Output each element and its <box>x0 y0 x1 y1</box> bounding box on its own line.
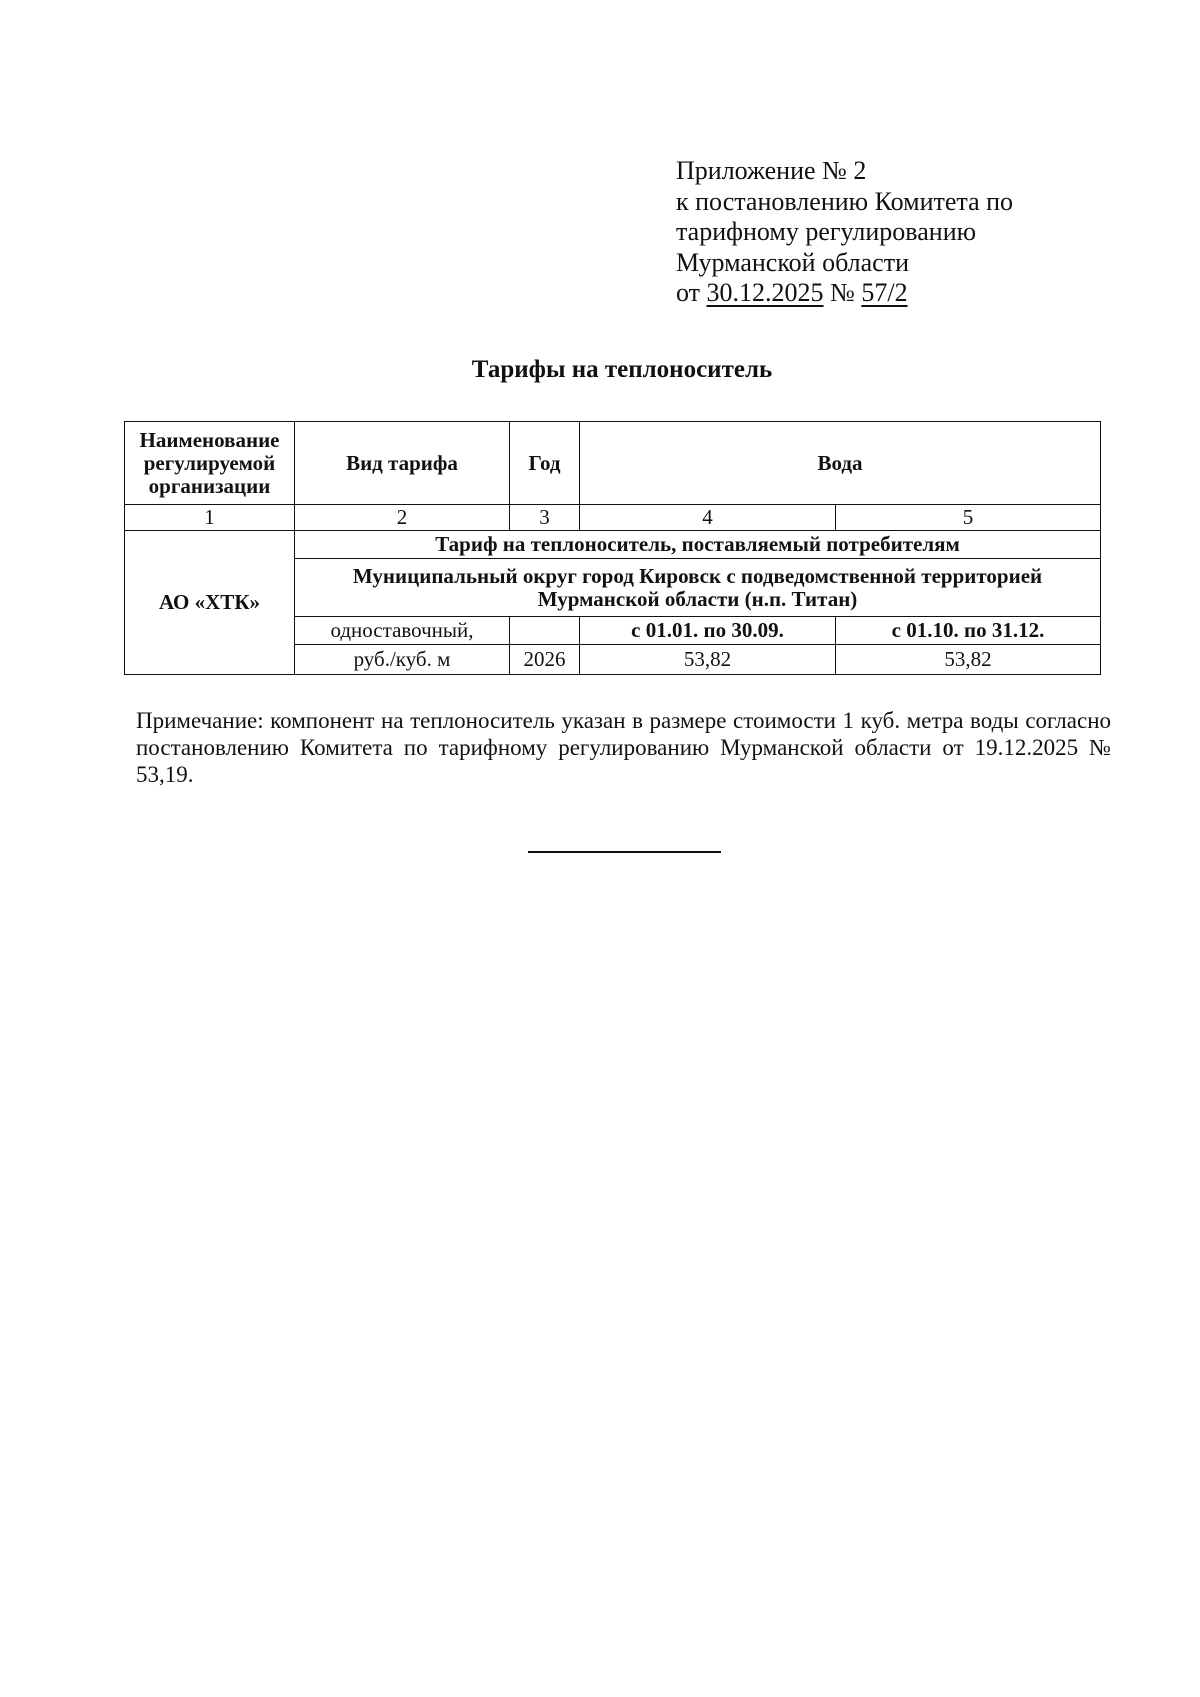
column-number: 4 <box>580 505 836 531</box>
column-number: 3 <box>510 505 580 531</box>
appendix-date-line <box>676 278 1013 309</box>
year-empty-cell <box>510 617 580 645</box>
column-number: 1 <box>125 505 295 531</box>
year-value: 2026 <box>510 645 580 675</box>
appendix-line-1: Приложение № 2 <box>676 156 867 185</box>
tariff-type-line-1: одноставочный, <box>295 617 510 645</box>
end-divider <box>528 851 721 853</box>
organization-name: АО «ХТК» <box>125 531 295 675</box>
tariff-value-1: 53,82 <box>580 645 836 675</box>
number-prefix: № <box>823 278 862 307</box>
tariff-type-line-2: руб./куб. м <box>295 645 510 675</box>
header-water: Вода <box>580 422 1101 505</box>
column-number-row <box>125 505 1101 531</box>
section-row <box>125 531 1101 559</box>
header-year: Год <box>510 422 580 505</box>
document-title: Тарифы на теплоноситель <box>471 356 773 383</box>
appendix-block <box>676 156 1013 309</box>
decree-number: 57/2 <box>861 278 908 307</box>
appendix-line-3: тарифному регулированию <box>676 217 977 246</box>
date-prefix: от <box>676 278 707 307</box>
appendix-line-2: к постановлению Комитета по <box>676 186 1014 216</box>
appendix-line-4: Мурманской области <box>676 247 909 277</box>
column-number: 5 <box>836 505 1101 531</box>
header-organization: Наименование регулируемой организации <box>125 422 295 505</box>
section-title: Тариф на теплоноситель, поставляемый потребителям <box>295 531 1101 559</box>
tariff-table <box>124 421 1101 675</box>
municipality-name: Муниципальный округ город Кировск с подведомственной территорией Мурманской области (н.п. Титан) <box>295 559 1101 617</box>
note-text: Примечание: компонент на теплоноситель указан в размере стоимости 1 куб. метра воды согласно постановлению Комитета по тарифному регулированию Мурманской области от 19.12.2025 № 53,19. <box>136 708 1111 787</box>
column-number: 2 <box>295 505 510 531</box>
header-tariff-type: Вид тарифа <box>295 422 510 505</box>
table-header-row <box>125 422 1101 505</box>
decree-date: 30.12.2025 <box>706 278 824 307</box>
period-2: с 01.10. по 31.12. <box>836 617 1101 645</box>
period-1: с 01.01. по 30.09. <box>580 617 836 645</box>
tariff-value-2: 53,82 <box>836 645 1101 675</box>
